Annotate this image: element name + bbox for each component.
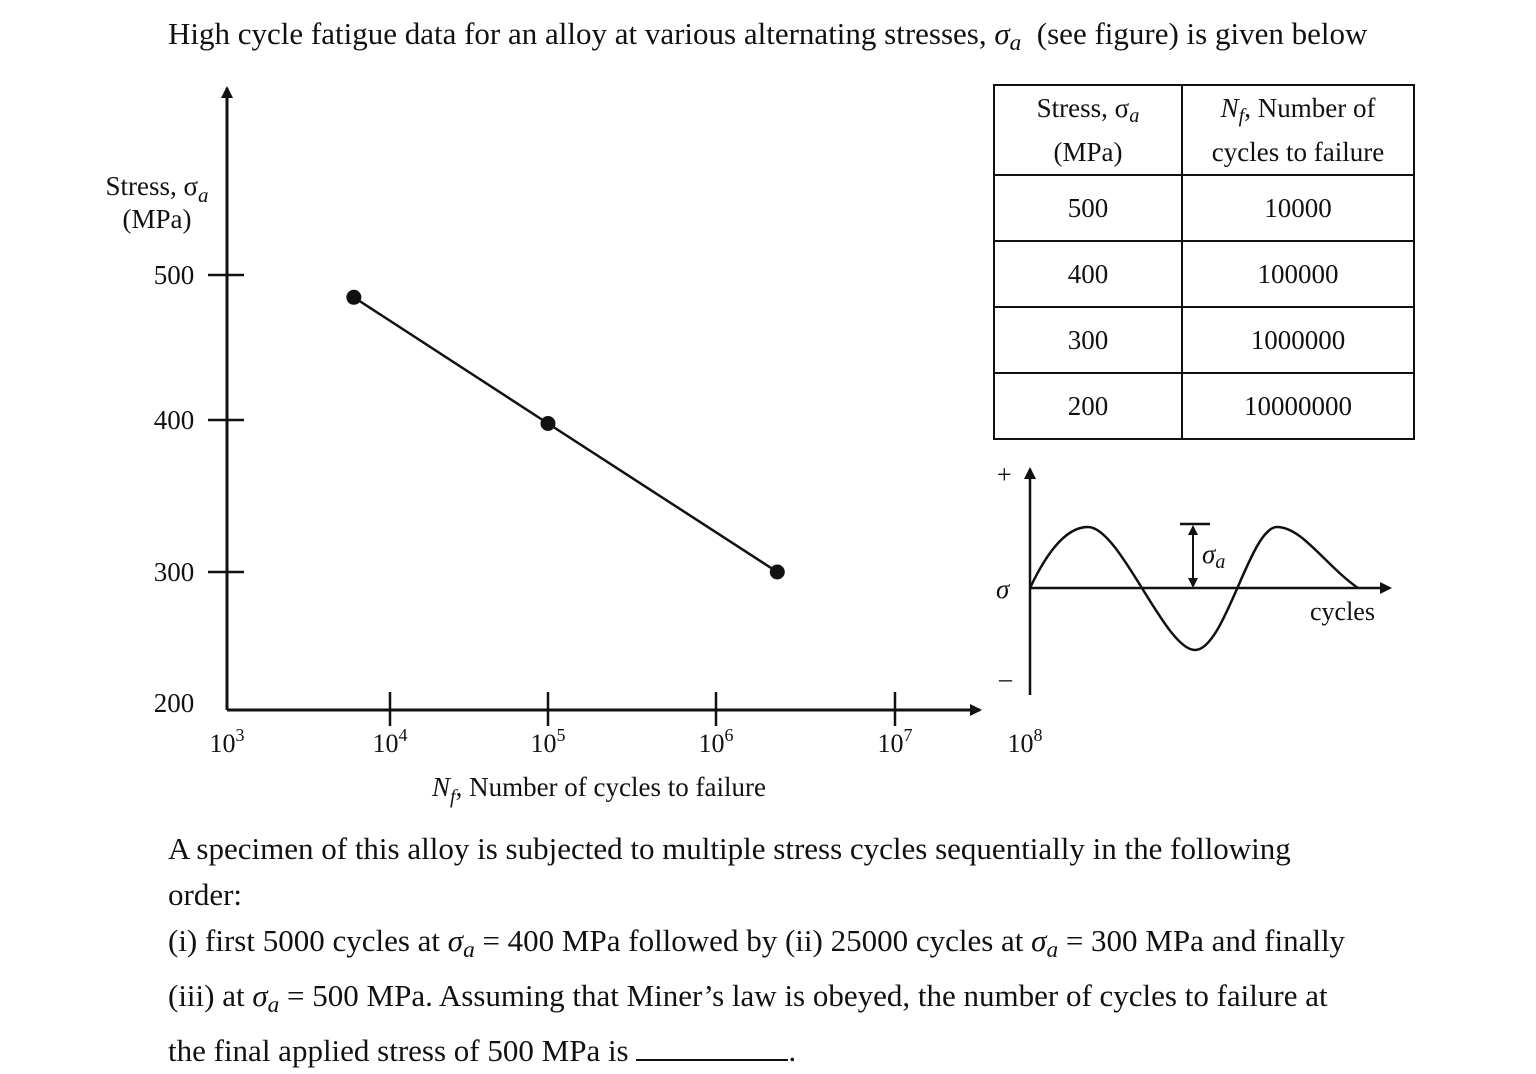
q2-part-a: (i) first 5000 cycles at: [168, 923, 441, 958]
series-line: [354, 297, 777, 572]
table-cell-stress: 500: [994, 175, 1182, 241]
question-line-3: [168, 973, 1368, 1028]
q3-part-a: (iii) at: [168, 977, 245, 1013]
chart-marks: [154, 260, 1043, 758]
intro-text-tail: (see figure) is given below: [1036, 16, 1368, 51]
y-tick-label: 500: [153, 260, 195, 290]
data-point: [541, 416, 556, 431]
header-cycles-symbol: N: [1220, 92, 1239, 123]
table-row: [994, 373, 1414, 439]
q2-sigma-sub-2: a: [1046, 936, 1059, 963]
q2-part-b: = 400 MPa followed by (ii) 25000 cycles at: [482, 923, 1024, 958]
fatigue-data-table: [993, 84, 1415, 440]
table-cell-stress: 300: [994, 307, 1182, 373]
intro-text-main: High cycle fatigue data for an alloy at various alternating stresses,: [168, 16, 987, 51]
q3-sigma: σ: [252, 977, 268, 1013]
question-line-4: [168, 1028, 1368, 1074]
q2-sigma: σ: [447, 923, 464, 958]
stress-waveform-figure: [980, 455, 1410, 705]
data-point: [770, 565, 785, 580]
waveform-sigma-label: σ: [996, 574, 1010, 604]
waveform-amplitude-label: σa: [1202, 539, 1226, 573]
q2-sigma-2: σ: [1031, 923, 1047, 958]
x-tick-label: $10^8$: [1007, 725, 1043, 758]
chart-ylabel: Stress, $\sigma_a$: [105, 171, 209, 207]
header-stress-unit: (MPa): [1053, 137, 1123, 168]
table-header-cycles: [1182, 85, 1414, 175]
data-point: [346, 290, 361, 305]
q4-text: the final applied stress of 500 MPa is: [168, 1032, 629, 1068]
q2-sigma-sub: a: [463, 936, 475, 963]
header-cycles-label-2: cycles to failure: [1211, 137, 1385, 168]
table-cell-cycles: 1000000: [1182, 307, 1414, 373]
table-cell-cycles: 10000: [1182, 175, 1414, 241]
table-row: [994, 175, 1414, 241]
table-cell-cycles: 100000: [1182, 241, 1414, 307]
intro-sigma-symbol: σ: [994, 16, 1010, 51]
question-text: [168, 826, 1368, 1074]
table-header-row: [994, 85, 1414, 175]
table-cell-cycles: 10000000: [1182, 373, 1414, 439]
header-cycles-sub: f: [1238, 105, 1245, 128]
header-stress-label: Stress, σ: [1036, 92, 1130, 123]
waveform-minus-label: –: [999, 664, 1012, 693]
x-tick-label: $10^3$: [209, 725, 245, 758]
chart-ylabel-unit: (MPa): [122, 204, 192, 234]
table-row: [994, 241, 1414, 307]
x-tick-label: $10^7$: [877, 725, 913, 758]
y-tick-label: 400: [153, 405, 195, 435]
question-line-1: A specimen of this alloy is subjected to multiple stress cycles sequentially in the following order:: [168, 831, 1291, 912]
y-tick-label: 300: [153, 557, 195, 587]
table-cell-stress: 400: [994, 241, 1182, 307]
answer-blank[interactable]: [636, 1035, 788, 1061]
table-cell-stress: 200: [994, 373, 1182, 439]
intro-sigma-subscript: a: [1009, 29, 1022, 56]
table-row: [994, 307, 1414, 373]
header-stress-sub: a: [1129, 105, 1140, 128]
x-tick-label: $10^6$: [698, 725, 734, 758]
table-header-stress: [994, 85, 1182, 175]
waveform-plus-label: +: [997, 460, 1012, 489]
q2-part-c: = 300 MPa and finally: [1065, 923, 1346, 958]
x-tick-label: $10^5$: [530, 725, 566, 758]
header-cycles-label: , Number of: [1244, 92, 1376, 123]
question-line-2: [168, 918, 1368, 973]
y-tick-label: 200: [153, 688, 195, 718]
q4-period: .: [788, 1032, 797, 1068]
chart-xlabel: $N_f$, Number of cycles to failure: [432, 772, 766, 808]
q3-part-b: = 500 MPa. Assuming that Miner’s law is obeyed, the number of cycles to failure at: [287, 977, 1328, 1013]
waveform-cycles-label: cycles: [1310, 597, 1375, 626]
q3-sigma-sub: a: [267, 991, 280, 1018]
x-tick-label: $10^4$: [372, 725, 408, 758]
